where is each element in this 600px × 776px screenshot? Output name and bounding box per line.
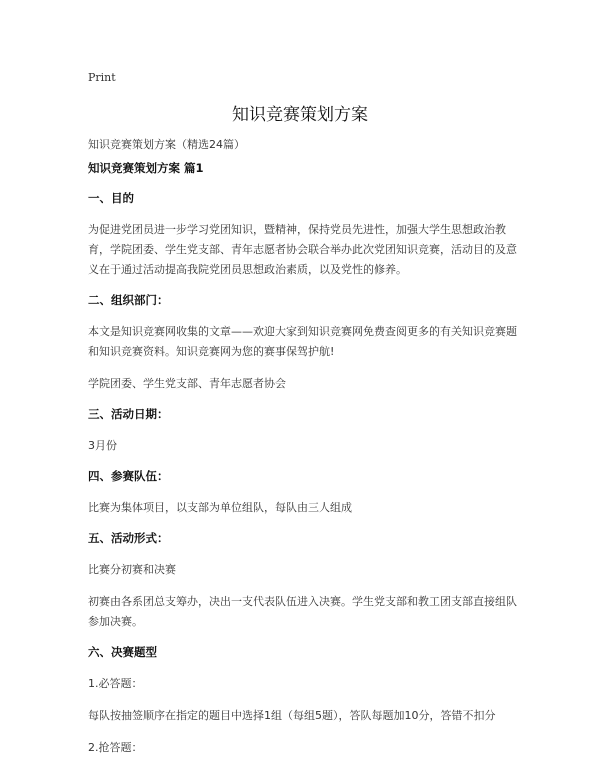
section-heading: 二、组织部门： — [88, 293, 169, 307]
document-subtitle: 知识竞赛策划方案（精选24篇） — [88, 138, 245, 151]
section-heading: 知识竞赛策划方案 篇1 — [88, 161, 204, 175]
paragraph: 1.必答题： — [88, 677, 143, 690]
paragraph: 为促进党团员进一步学习党团知识，暨精神，保持党员先进性，加强大学生思想政治教育，学院团委、学生党支部、青年志愿者协会联合举办此次党团知识竞赛，活动目的及意义在于通过活动提高我院党团员思想政治素质，以及党性的修养。 — [88, 223, 517, 276]
section-heading: 六、决赛题型 — [88, 645, 157, 659]
section-heading: 三、活动日期： — [88, 407, 169, 421]
page-title: 知识竞赛策划方案 — [232, 105, 368, 125]
paragraph: 3月份 — [88, 439, 117, 452]
paragraph: 比赛为集体项目，以支部为单位组队，每队由三人组成 — [88, 501, 352, 514]
section-heading: 一、目的 — [88, 191, 134, 205]
article-body — [88, 160, 518, 770]
paragraph: 初赛由各系团总支筹办，决出一支代表队伍进入决赛。学生党支部和教工团支部直接组队参加决赛。 — [88, 595, 517, 628]
print-link[interactable]: Print — [88, 71, 116, 84]
paragraph: 本文是知识竞赛网收集的文章——欢迎大家到知识竞赛网免费查阅更多的有关知识竞赛题和知识竞赛资料。知识竞赛网为您的赛事保驾护航! — [88, 325, 517, 358]
section-heading: 四、参赛队伍： — [88, 469, 169, 483]
paragraph: 比赛分初赛和决赛 — [88, 563, 176, 576]
paragraph: 每队按抽签顺序在指定的题目中选择1组（每组5题），答队每题加10分，答错不扣分 — [88, 709, 496, 722]
paragraph: 2.抢答题： — [88, 741, 143, 754]
section-heading: 五、活动形式： — [88, 531, 169, 545]
paragraph: 学院团委、学生党支部、青年志愿者协会 — [88, 377, 286, 390]
